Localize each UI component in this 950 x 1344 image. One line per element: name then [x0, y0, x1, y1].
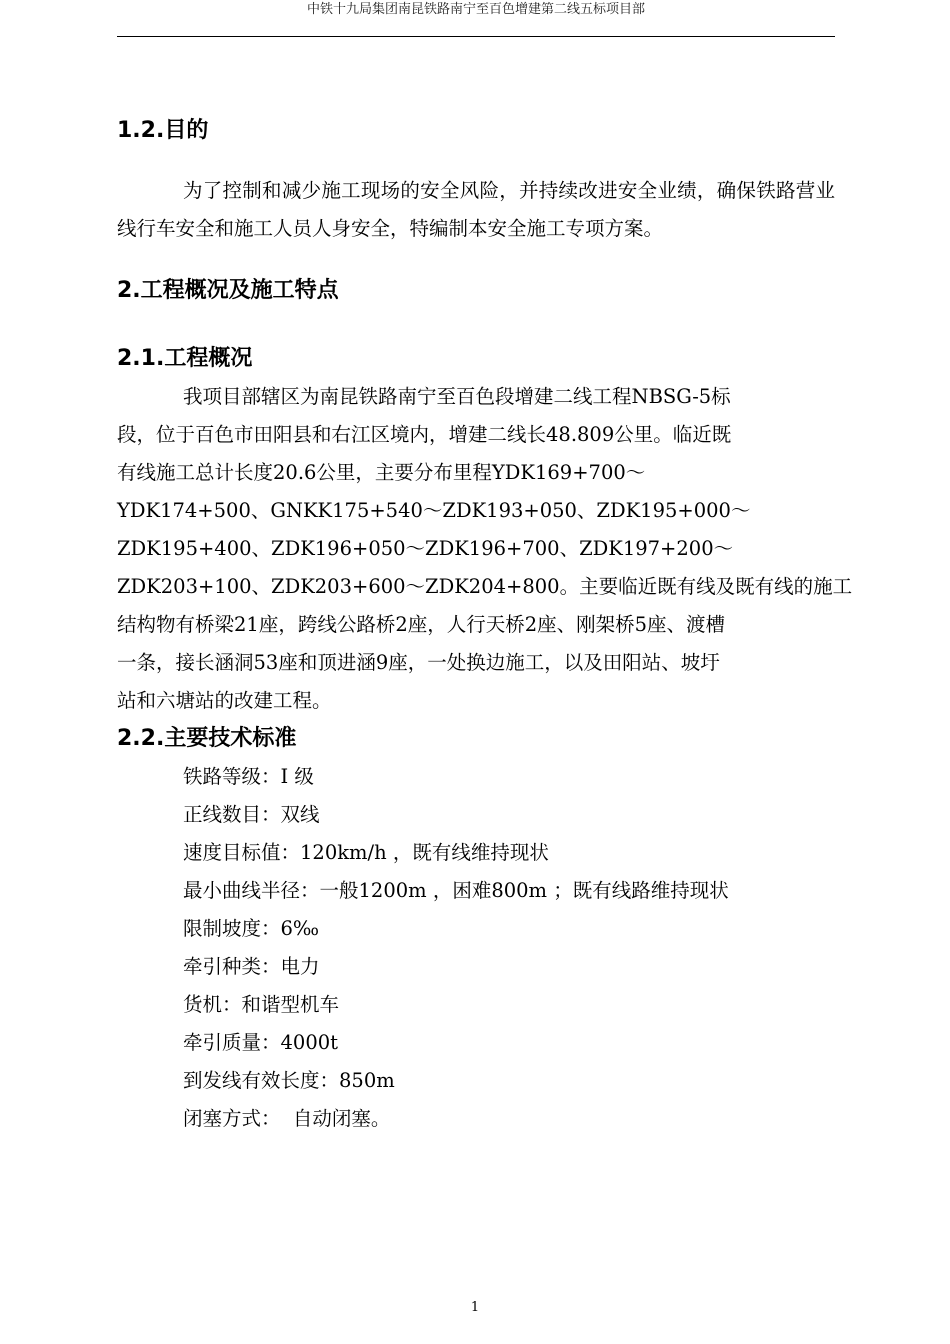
- page-number: 1: [470, 1300, 480, 1315]
- section-heading-2-2: 2.2.主要技术标准: [117, 726, 297, 751]
- standard-item: 货机：和谐型机车: [183, 993, 340, 1016]
- overview-line: ZDK195+400、ZDK196+050～ZDK196+700、ZDK197+200～: [117, 537, 734, 560]
- section-heading-2: 2.工程概况及施工特点: [117, 278, 339, 303]
- technical-standards-list: [117, 758, 835, 1138]
- standard-item: 牵引种类：电力: [183, 955, 320, 978]
- overview-line: 结构物有桥梁21座，跨线公路桥2座，人行天桥2座、刚架桥5座、渡槽: [117, 613, 726, 636]
- overview-paragraph: [117, 378, 853, 720]
- overview-line: 站和六塘站的改建工程。: [117, 689, 332, 712]
- standard-item: 铁路等级：Ⅰ 级: [183, 765, 314, 788]
- overview-line: 有线施工总计长度20.6公里，主要分布里程YDK169+700～: [117, 461, 646, 484]
- standard-item: 速度目标值：120km/h ，既有线维持现状: [183, 841, 549, 864]
- header-title: 中铁十九局集团南昆铁路南宁至百色增建第二线五标项目部: [306, 2, 645, 17]
- standard-item: 牵引质量：4000t: [183, 1031, 338, 1054]
- overview-line: 一条，接长涵洞53座和顶进涵9座，一处换边施工，以及田阳站、坡圩: [117, 651, 720, 674]
- overview-line: YDK174+500、GNKK175+540～ZDK193+050、ZDK195+000～: [117, 499, 751, 522]
- document-body: [117, 112, 853, 1138]
- standard-item: 正线数目：双线: [183, 803, 320, 826]
- overview-line: ZDK203+100、ZDK203+600～ZDK204+800。主要临近既有线及既有线的施工: [117, 575, 853, 598]
- standard-item: 最小曲线半径：一般1200m ，困难800m ；既有线路维持现状: [183, 879, 729, 902]
- purpose-paragraph: 为了控制和减少施工现场的安全风险，并持续改进安全业绩，确保铁路营业线行车安全和施工人员人身安全，特编制本安全施工专项方案。: [117, 179, 835, 240]
- overview-line: 我项目部辖区为南昆铁路南宁至百色段增建二线工程NBSG-5标: [183, 385, 731, 408]
- standard-item: 到发线有效长度：850m: [183, 1069, 395, 1092]
- section-heading-2-1: 2.1.工程概况: [117, 346, 253, 371]
- standard-item: 闭塞方式： 自动闭塞。: [183, 1107, 391, 1130]
- page-header: [117, 0, 835, 37]
- overview-line: 段，位于百色市田阳县和右江区境内，增建二线长48.809公里。临近既: [117, 423, 732, 446]
- standard-item: 限制坡度：6‰: [183, 917, 320, 940]
- section-heading-1-2: 1.2.目的: [117, 118, 209, 143]
